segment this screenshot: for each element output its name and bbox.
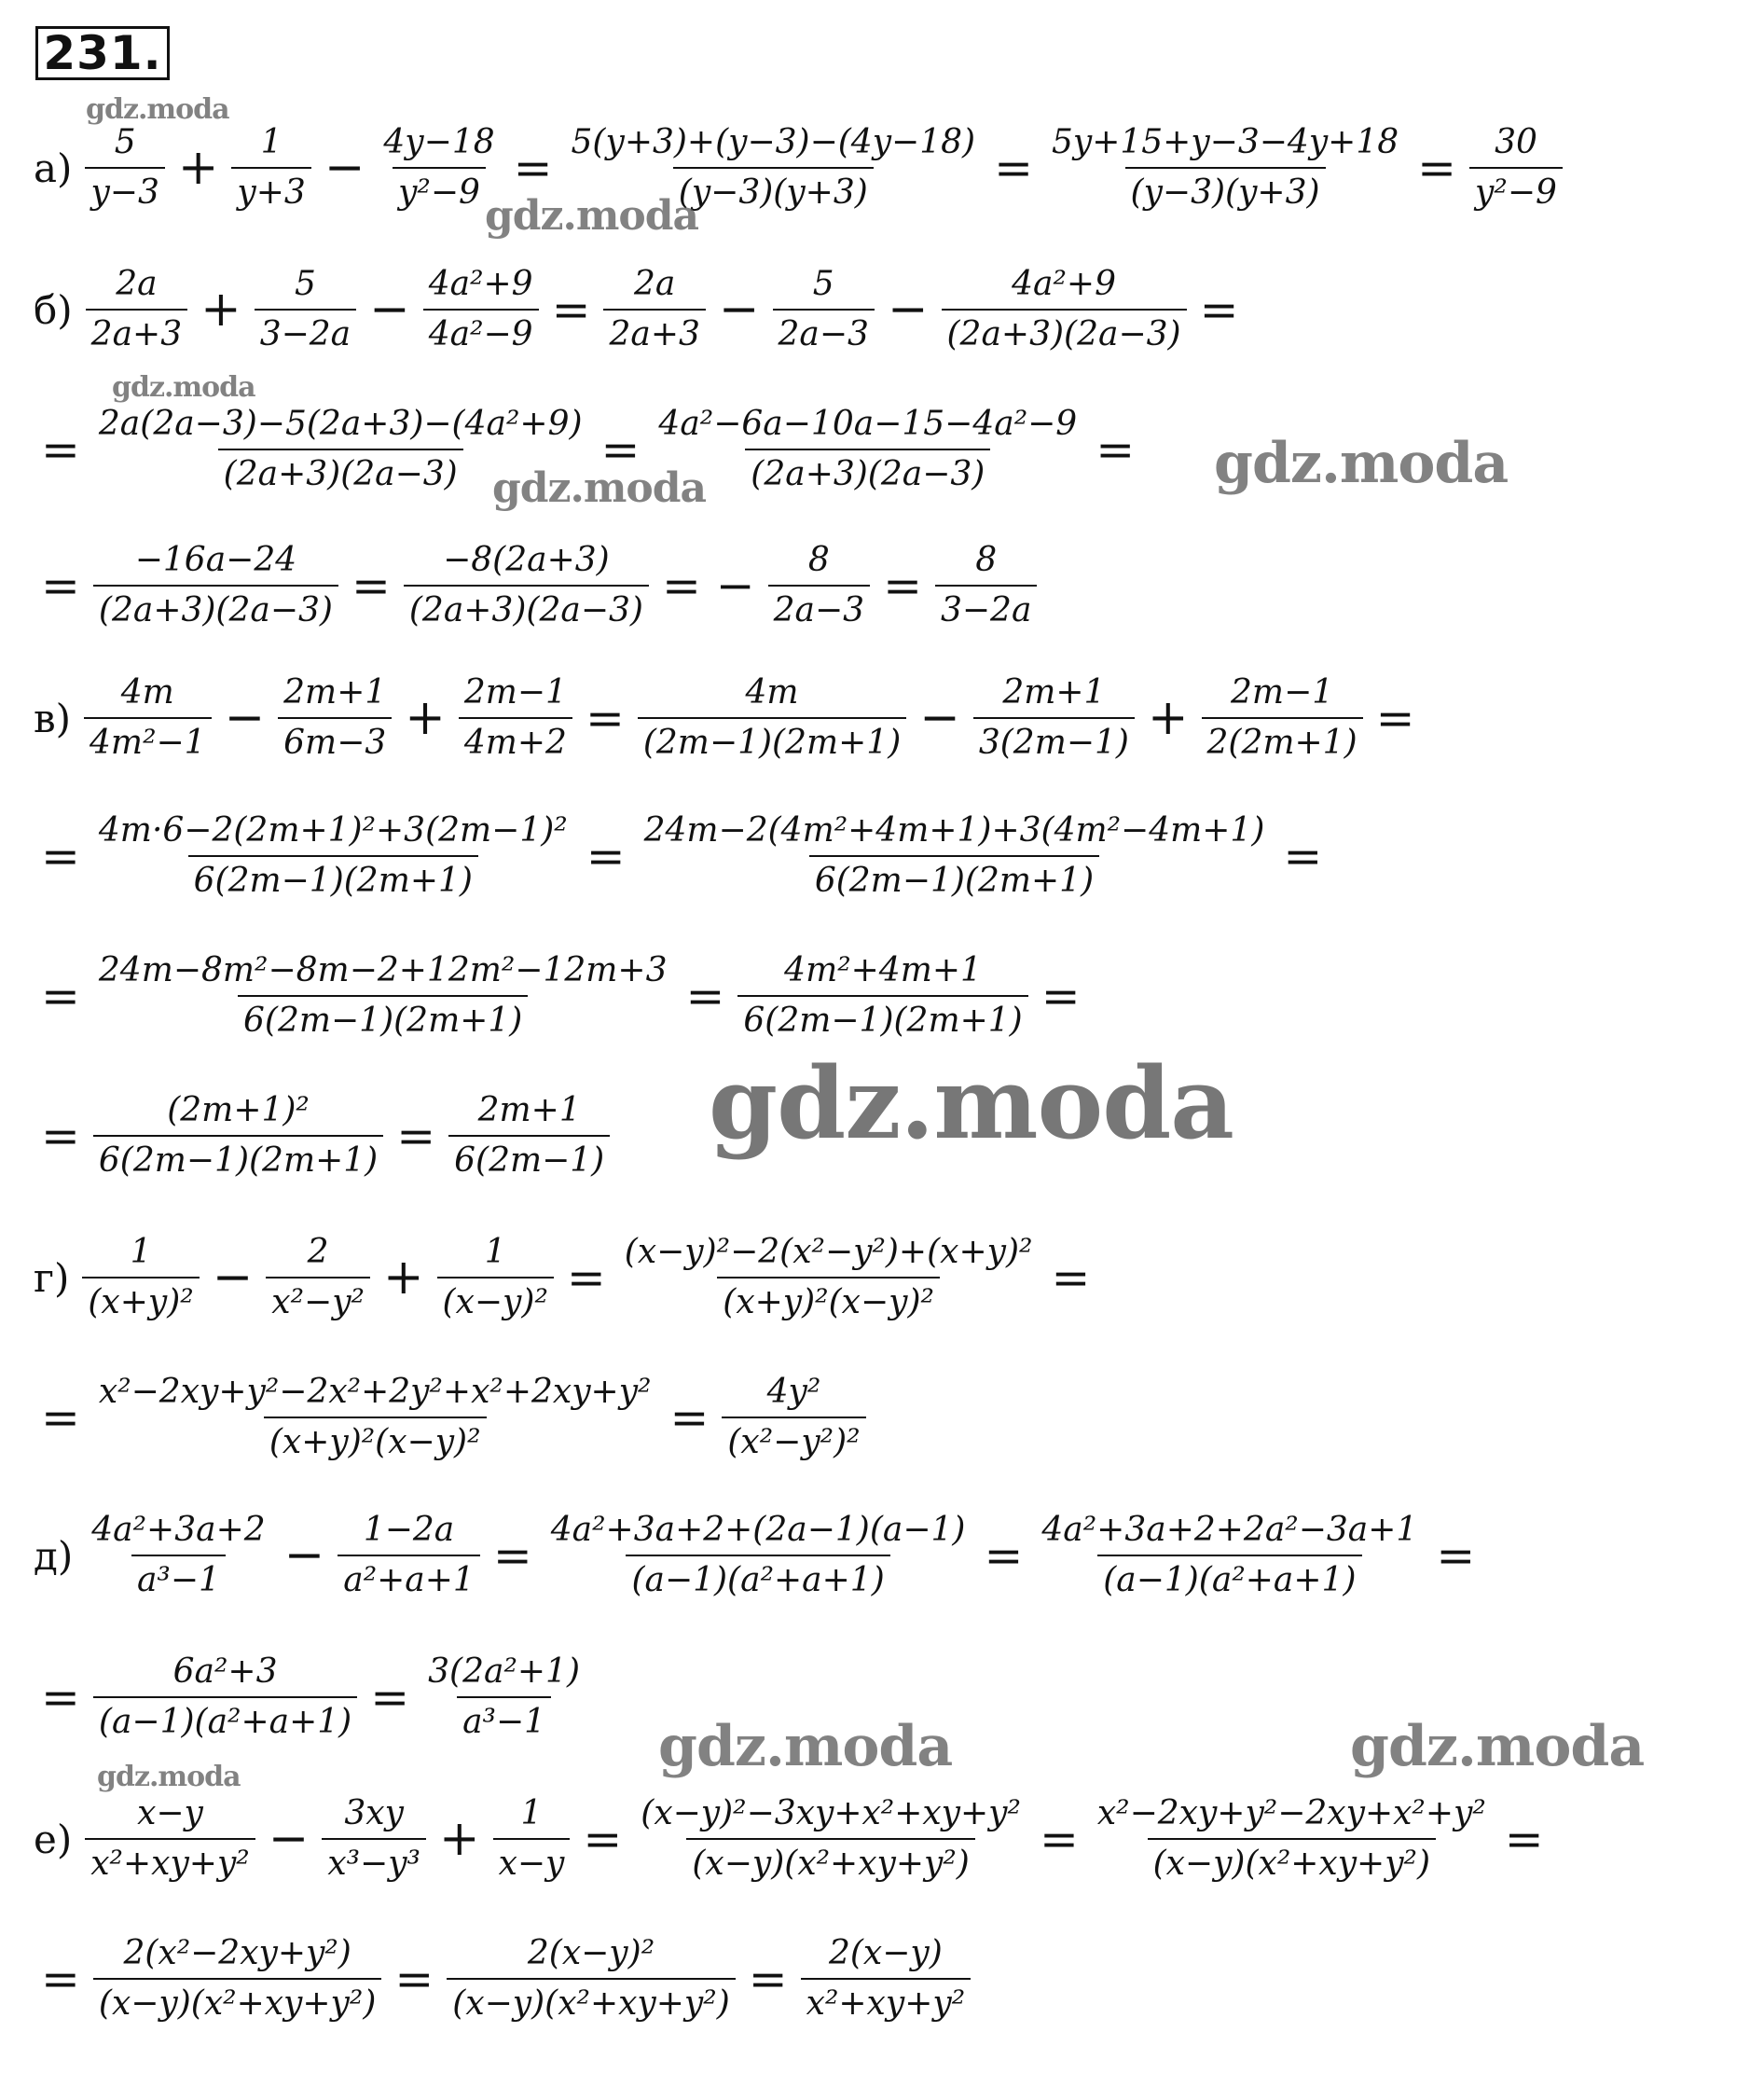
fraction [278,673,392,762]
numerator: 5 [114,123,136,161]
fraction [493,1794,571,1883]
fraction [404,541,649,629]
fraction [266,1233,370,1321]
operator: = [685,969,725,1023]
denominator: 2(2m+1) [1202,717,1363,760]
numerator: 2(x−y)² [527,1934,655,1972]
task-number-box: 231. [35,26,170,80]
numerator: x²−2xy+y²−2xy+x²+y² [1096,1794,1486,1832]
operator: = [41,559,80,613]
numerator: (x−y)²−3xy+x²+xy+y² [641,1794,1021,1832]
operator: = [41,422,80,477]
operator: − [887,282,929,338]
operator: = [586,829,626,883]
numerator: 1 [520,1794,543,1832]
denominator: (y−3)(y+3) [673,167,874,210]
operator: = [984,1528,1024,1583]
denominator: y²−9 [393,167,486,210]
numerator: 24m−8m²−8m−2+12m²−12m+3 [98,951,668,989]
operator: = [600,422,641,477]
numerator: 2(x−y) [828,1934,943,1972]
denominator: 6(2m−1)(2m+1) [809,855,1099,898]
operator: − [919,690,960,746]
watermark: gdz.moda [485,192,699,240]
denominator: x−y [493,1838,571,1881]
watermark: gdz.moda [492,464,707,512]
denominator: (x−y)² [437,1277,554,1320]
numerator: 4y² [766,1373,821,1411]
fraction [85,123,164,212]
denominator: 4m²−1 [84,717,212,760]
operator: = [748,1952,788,2006]
fraction [93,1375,657,1459]
numerator: 4m²+4m+1 [784,951,982,989]
fraction [1036,1513,1423,1597]
numerator: 4m [120,673,174,712]
operator: = − [661,559,755,613]
operator: + [405,690,446,746]
numerator: 24m−2(4m²+4m+1)+3(4m²−4m+1) [643,811,1265,850]
denominator: 2a+3 [86,309,187,352]
fraction [93,1091,383,1180]
denominator: (2a+3)(2a−3) [404,585,649,628]
fraction [545,1513,972,1597]
numerator: x−y [137,1794,203,1832]
numerator: 30 [1495,123,1537,161]
fraction [86,1513,270,1597]
operator: = [1375,691,1415,745]
operator: = [994,141,1033,195]
operator: = [566,1251,606,1305]
fraction [93,1934,381,2023]
denominator: x³−y³ [322,1838,426,1881]
fraction [801,1934,971,2023]
fraction [378,123,500,212]
denominator: (a−1)(a²+a+1) [93,1696,357,1739]
numerator: 1−2a [363,1511,455,1549]
denominator: (x−y)(x²+xy+y²) [686,1838,974,1881]
denominator: a³−1 [131,1555,226,1597]
denominator: 6(2m−1)(2m+1) [188,855,478,898]
numerator: 4a²+3a+2 [91,1511,266,1549]
fraction [722,1375,865,1459]
watermark: gdz.moda [1350,1714,1645,1779]
numerator: −16a−24 [134,541,297,579]
operator: − [369,282,410,338]
denominator: 6m−3 [278,717,392,760]
fraction [82,1233,199,1321]
numerator: (x−y)²−2(x²−y²)+(x+y)² [624,1233,1033,1271]
numerator: 2a [634,265,676,303]
fraction [1046,123,1404,212]
numerator: 2m−1 [1231,673,1334,712]
watermark: gdz.moda [658,1714,953,1779]
numerator: 1 [130,1233,152,1271]
watermark: gdz.moda [97,1761,241,1793]
denominator: 6(2m−1) [448,1135,610,1178]
fraction [1469,123,1563,212]
operator: = [1504,1812,1544,1866]
operator: = [492,1528,532,1583]
numerator: 2m+1 [1002,673,1106,712]
fraction [653,405,1082,493]
fraction [448,1091,610,1180]
operator: = [370,1670,410,1724]
operator: + [177,140,219,196]
operator: − [224,690,266,746]
part-label: г) [34,1254,70,1301]
operator: = [1436,1528,1476,1583]
denominator: (x+y)²(x−y)² [264,1417,487,1459]
denominator: (x−y)(x²+xy+y²) [93,1978,381,2021]
fraction [93,811,573,900]
denominator: (2a+3)(2a−3) [218,449,463,491]
numerator: −8(2a+3) [443,541,610,579]
numerator: 2m−1 [463,673,567,712]
operator: = [1417,141,1457,195]
numerator: 5(y+3)+(y−3)−(4y−18) [571,123,976,161]
fraction [635,1794,1027,1883]
fraction [93,1652,357,1741]
numerator: 2a(2a−3)−5(2a+3)−(4a²+9) [98,405,583,443]
numerator: 5y+15+y−3−4y+18 [1051,123,1399,161]
numerator: 4m·6−2(2m+1)²+3(2m−1)² [98,811,568,850]
fraction [1092,1794,1492,1883]
operator: = [1051,1251,1091,1305]
numerator: 2m+1 [283,673,387,712]
numerator: 2 [307,1233,329,1271]
numerator: 6a²+3 [172,1652,278,1691]
operator: = [1283,829,1323,883]
operator: − [283,1527,325,1583]
denominator: 3−2a [935,585,1037,628]
denominator: 3(2m−1) [973,717,1135,760]
watermark: gdz.moda [709,1044,1233,1161]
denominator: 6(2m−1)(2m+1) [93,1135,383,1178]
denominator: x²−y² [266,1277,370,1320]
denominator: 2a−3 [773,309,875,352]
fraction [638,673,906,762]
operator: = [41,1109,80,1163]
fraction [1202,673,1363,762]
fraction [447,1934,735,2023]
numerator: x²−2xy+y²−2x²+2y²+x²+2xy+y² [98,1373,652,1411]
fraction [942,265,1187,353]
numerator: 2a [116,265,158,303]
denominator: y+3 [231,167,310,210]
operator: − [718,282,760,338]
denominator: (2m−1)(2m+1) [638,717,906,760]
fraction [422,1652,586,1741]
denominator: (x²−y²)² [722,1417,865,1459]
numerator: 5 [812,265,834,303]
fraction [93,951,673,1040]
operator: = [883,559,922,613]
numerator: 8 [975,541,998,579]
fraction [255,265,356,353]
operator: + [200,282,241,338]
fraction [85,1794,255,1883]
fraction [93,541,338,629]
numerator: 2(x²−2xy+y²) [123,1934,351,1972]
denominator: a³−1 [457,1696,551,1739]
operator: = [396,1109,436,1163]
operator: = [669,1390,710,1444]
denominator: 4a²−9 [423,309,539,352]
watermark: gdz.moda [112,371,255,404]
operator: = [41,1670,80,1724]
operator: + [438,1811,480,1867]
fraction [423,265,539,353]
fraction [86,265,187,353]
operator: = [585,691,625,745]
denominator: (2a+3)(2a−3) [942,309,1187,352]
denominator: (2a+3)(2a−3) [93,585,338,628]
operator: + [382,1250,424,1306]
operator: = [1039,1812,1079,1866]
operator: − [324,140,365,196]
numerator: 4a²+9 [1012,265,1116,303]
numerator: 4a²+9 [428,265,533,303]
denominator: (x+y)²(x−y)² [717,1277,940,1320]
fraction [459,673,572,762]
denominator: (x−y)(x²+xy+y²) [447,1978,735,2021]
fraction [773,265,875,353]
fraction [935,541,1037,629]
denominator: (a−1)(a²+a+1) [626,1555,889,1597]
denominator: 4m+2 [459,717,572,760]
fraction [84,673,212,762]
denominator: a²+a+1 [338,1555,480,1597]
operator: = [41,1952,80,2006]
operator: = [583,1812,623,1866]
operator: = [513,141,553,195]
denominator: 2a+3 [603,309,705,352]
watermark: gdz.moda [86,93,229,126]
denominator: x²+xy+y² [801,1978,971,2021]
denominator: (2a+3)(2a−3) [745,449,990,491]
operator: = [551,283,591,337]
operator: = [41,829,80,883]
operator: = [351,559,391,613]
numerator: 4a²+3a+2+2a²−3a+1 [1041,1511,1418,1549]
denominator: 6(2m−1)(2m+1) [238,995,528,1038]
part-label: в) [34,695,72,741]
numerator: 1 [484,1233,506,1271]
operator: − [212,1250,254,1306]
fraction [338,1513,480,1597]
fraction [768,541,870,629]
part-label: б) [34,286,73,333]
denominator: (x−y)(x²+xy+y²) [1148,1838,1436,1881]
denominator: (x+y)² [82,1277,199,1320]
numerator: 5 [294,265,316,303]
part-label: д) [34,1532,74,1579]
fraction [231,123,310,212]
numerator: 3xy [344,1794,404,1832]
numerator: 1 [260,123,283,161]
denominator: y−3 [85,167,164,210]
operator: + [1147,690,1189,746]
numerator: 8 [807,541,830,579]
denominator: y²−9 [1469,167,1563,210]
numerator: 4y−18 [383,123,495,161]
operator: = [1040,969,1081,1023]
part-label: а) [34,145,73,191]
denominator: x²+xy+y² [85,1838,255,1881]
operator: = [41,1390,80,1444]
fraction [603,265,705,353]
denominator: 3−2a [255,309,356,352]
numerator: 4m [745,673,799,712]
denominator: (a−1)(a²+a+1) [1097,1555,1361,1597]
operator: = [1096,422,1136,477]
operator: = [394,1952,434,2006]
watermark: gdz.moda [1214,431,1509,496]
fraction [737,951,1027,1040]
numerator: (2m+1)² [167,1091,310,1129]
operator: = [1199,283,1239,337]
operator: = [41,969,80,1023]
fraction [619,1233,1039,1321]
numerator: 2m+1 [477,1091,581,1129]
numerator: 4a²+3a+2+(2a−1)(a−1) [550,1511,966,1549]
denominator: 2a−3 [768,585,870,628]
denominator: (y−3)(y+3) [1125,167,1326,210]
fraction [322,1794,426,1883]
operator: − [268,1811,310,1867]
part-label: е) [34,1816,73,1862]
denominator: 6(2m−1)(2m+1) [737,995,1027,1038]
fraction [973,673,1135,762]
fraction [437,1233,554,1321]
numerator: 3(2a²+1) [428,1652,580,1691]
numerator: 4a²−6a−10a−15−4a²−9 [658,405,1078,443]
fraction [639,811,1271,900]
